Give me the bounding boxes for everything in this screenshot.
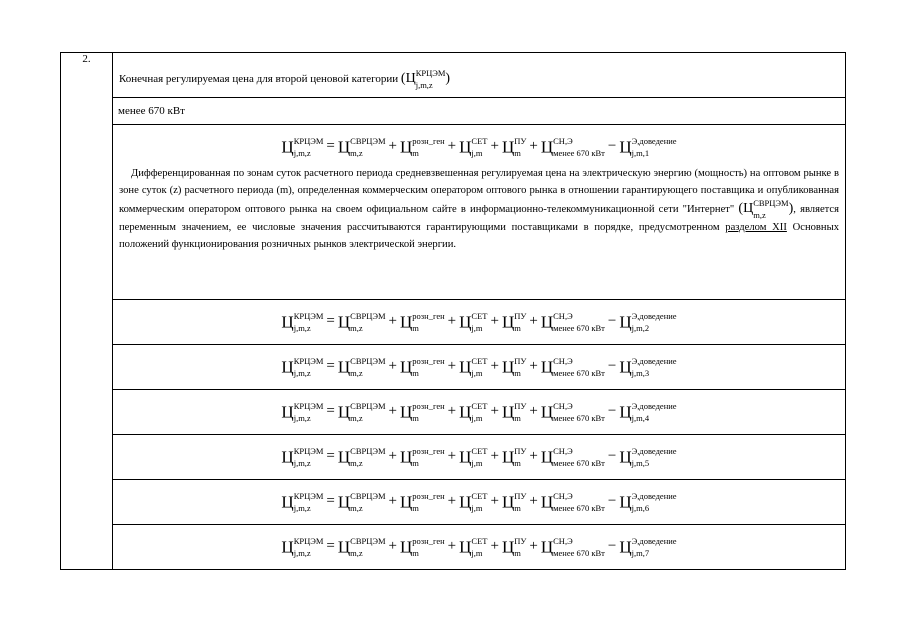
formula: Ц КРЦЭМ j,m,z = Ц СВРЦЭМ m,z + Ц розн_ген m + Ц СЕТ j,m + Ц ПУ m + Ц СН,Э менее 670 кВт − Ц Э,доведение j,m,7 xyxy=(281,536,677,558)
tariff-table xyxy=(60,52,846,570)
section-title-text: Конечная регулируемая цена для второй ценовой категории xyxy=(119,73,399,86)
svr-symbol: (Ц СВРЦЭМ m,z ) xyxy=(738,198,794,220)
formula-block-1 xyxy=(113,125,846,300)
definition-paragraph: Дифференцированная по зонам суток расчетного периода средневзвешенная регулируемая цена на электрическую энергию (мощность) на оптовом рынке в зоне суток (z) расчетного периода (m), определенная коммерческим оператором оптового рынка в отношении гарантирующего поставщика и опубликованная коммерческим оператором оптового рынка на своем официальном сайте в информационно-телекоммуникационной сети "Интернет" (Ц СВРЦЭМ m,z ), является переменным значением, ее числовые значения рассчитываются гарантирующими поставщиками в порядке, предусмотренном разделом XII Основных положений функционирования розничных рынков электрической энергии. xyxy=(119,168,840,250)
formula: Ц КРЦЭМ j,m,z = Ц СВРЦЭМ m,z + Ц розн_ген m + Ц СЕТ j,m + Ц ПУ m + Ц СН,Э менее 670 кВт − Ц Э,доведение j,m,5 xyxy=(281,446,677,468)
capacity-label: менее 670 кВт xyxy=(118,105,185,117)
formula: Ц КРЦЭМ j,m,z = Ц СВРЦЭМ m,z + Ц розн_ген m + Ц СЕТ j,m + Ц ПУ m + Ц СН,Э менее 670 кВт − Ц Э,доведение j,m,6 xyxy=(281,491,677,513)
formula: Ц КРЦЭМ j,m,z = Ц СВРЦЭМ m,z + Ц розн_ген m + Ц СЕТ j,m + Ц ПУ m + Ц СН,Э менее 670 кВт − Ц Э,доведение j,m,1 xyxy=(281,136,677,158)
formula: Ц КРЦЭМ j,m,z = Ц СВРЦЭМ m,z + Ц розн_ген m + Ц СЕТ j,m + Ц ПУ m + Ц СН,Э менее 670 кВт − Ц Э,доведение j,m,3 xyxy=(281,356,677,378)
item-number: 2. xyxy=(61,53,113,570)
section-xii-link[interactable]: разделом XII xyxy=(725,222,787,233)
formula: Ц КРЦЭМ j,m,z = Ц СВРЦЭМ m,z + Ц розн_ген m + Ц СЕТ j,m + Ц ПУ m + Ц СН,Э менее 670 кВт − Ц Э,доведение j,m,2 xyxy=(281,311,677,333)
title-symbol: (Ц КРЦЭМ j,m,z ) xyxy=(400,68,451,90)
formula: Ц КРЦЭМ j,m,z = Ц СВРЦЭМ m,z + Ц розн_ген m + Ц СЕТ j,m + Ц ПУ m + Ц СН,Э менее 670 кВт − Ц Э,доведение j,m,4 xyxy=(281,401,677,423)
section-title xyxy=(113,53,845,89)
